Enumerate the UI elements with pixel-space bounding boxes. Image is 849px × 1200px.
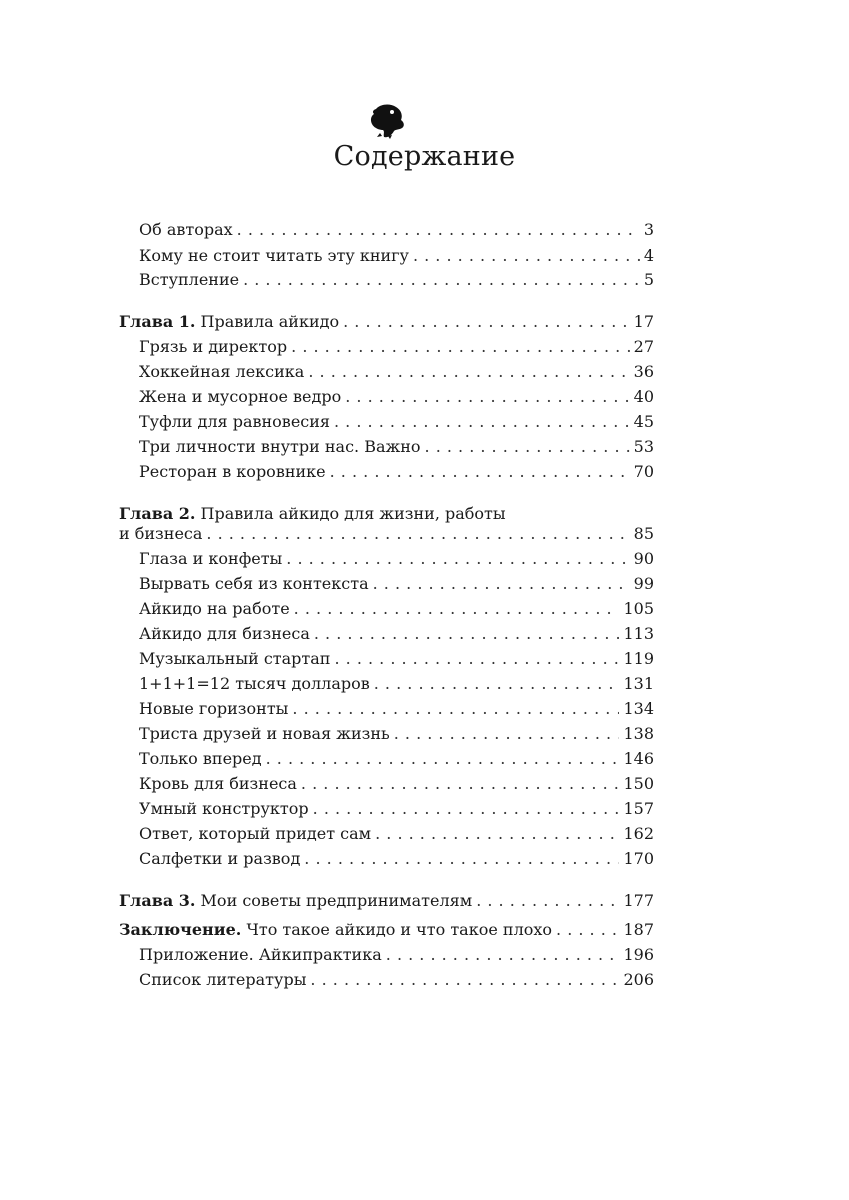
conclusion-title: Что такое айкидо и что такое плохо <box>246 920 553 939</box>
toc-entry-ch1-2[interactable] <box>139 386 654 408</box>
dot-leader <box>386 944 620 966</box>
dot-leader <box>308 361 629 383</box>
entry-title: Айкидо на работе <box>139 599 290 618</box>
toc-entry-ch1-3[interactable] <box>139 411 654 433</box>
entry-page: 206 <box>623 970 654 989</box>
toc-entry-ch1-4[interactable] <box>139 436 654 458</box>
entry-title: Айкидо для бизнеса <box>139 624 310 643</box>
toc-entry-ch2-4[interactable] <box>139 648 654 670</box>
entry-page: 170 <box>623 849 654 868</box>
dot-leader <box>206 523 629 545</box>
entry-page: 131 <box>623 674 654 693</box>
entry-title: Музыкальный стартап <box>139 649 331 668</box>
dot-leader <box>425 436 630 458</box>
entry-page: 90 <box>633 549 654 568</box>
toc-entry-front-2[interactable] <box>139 269 654 291</box>
entry-title: Список литературы <box>139 970 307 989</box>
dot-leader <box>556 919 619 941</box>
toc-entry-ch2-9[interactable] <box>139 773 654 795</box>
entry-page: 5 <box>643 270 654 289</box>
entry-page: 157 <box>623 799 654 818</box>
dot-leader <box>343 311 630 333</box>
toc-chapter-2[interactable] <box>119 523 654 545</box>
entry-title: Новые горизонты <box>139 699 289 718</box>
entry-title: Кровь для бизнеса <box>139 774 297 793</box>
entry-page: 134 <box>623 699 654 718</box>
entry-title: Кому не стоит читать эту книгу <box>139 246 409 265</box>
toc-entry-ch1-5[interactable] <box>139 461 654 483</box>
entry-title: Вырвать себя из контекста <box>139 574 369 593</box>
entry-title: Жена и мусорное ведро <box>139 387 342 406</box>
dot-leader <box>304 848 619 870</box>
dot-leader <box>394 723 620 745</box>
dot-leader <box>374 673 620 695</box>
toc-conclusion[interactable] <box>119 919 654 941</box>
dot-leader <box>286 548 629 570</box>
toc-chapter-1[interactable] <box>119 311 654 333</box>
entry-page: 17 <box>633 312 654 331</box>
entry-title: Приложение. Айкипрактика <box>139 945 382 964</box>
dot-leader <box>313 798 620 820</box>
dot-leader <box>413 245 640 267</box>
chapter-title-line-1: Правила айкидо для жизни, работы <box>200 504 506 523</box>
toc-entry-back-0[interactable] <box>139 944 654 966</box>
entry-page: 162 <box>623 824 654 843</box>
entry-page: 187 <box>623 920 654 939</box>
toc-entry-ch2-2[interactable] <box>139 598 654 620</box>
chapter-label: Глава 3. <box>119 891 196 910</box>
dot-leader <box>301 773 620 795</box>
dot-leader <box>243 269 640 291</box>
dot-leader <box>314 623 620 645</box>
toc-entry-ch2-10[interactable] <box>139 798 654 820</box>
entry-title: Триста друзей и новая жизнь <box>139 724 390 743</box>
entry-page: 27 <box>633 337 654 356</box>
toc-entry-ch2-6[interactable] <box>139 698 654 720</box>
chapter-title: Мои советы предпринимателям <box>200 891 473 910</box>
entry-page: 3 <box>643 220 654 239</box>
entry-page: 177 <box>623 891 654 910</box>
entry-page: 196 <box>623 945 654 964</box>
entry-page: 119 <box>623 649 654 668</box>
toc-entry-ch2-0[interactable] <box>139 548 654 570</box>
dot-leader <box>373 573 630 595</box>
dot-leader <box>334 648 619 670</box>
toc-entry-ch2-5[interactable] <box>139 673 654 695</box>
entry-page: 146 <box>623 749 654 768</box>
entry-title: Только вперед <box>139 749 262 768</box>
dot-leader <box>375 823 619 845</box>
entry-page: 4 <box>643 246 654 265</box>
entry-page: 36 <box>633 362 654 381</box>
entry-title: Вступление <box>139 270 240 289</box>
entry-title: Ресторан в коровнике <box>139 462 326 481</box>
entry-title: Об авторах <box>139 220 233 239</box>
entry-page: 85 <box>633 524 654 543</box>
toc-entry-ch1-1[interactable] <box>139 361 654 383</box>
dot-leader <box>330 461 630 483</box>
dot-leader <box>345 386 629 408</box>
entry-page: 99 <box>633 574 654 593</box>
entry-page: 138 <box>623 724 654 743</box>
entry-title: Грязь и директор <box>139 337 288 356</box>
dot-leader <box>266 748 620 770</box>
toc-entry-front-0[interactable] <box>139 219 654 241</box>
entry-title: Три личности внутри нас. Важно <box>139 437 421 456</box>
entry-title: Умный конструктор <box>139 799 309 818</box>
entry-title: Хоккейная лексика <box>139 362 305 381</box>
dot-leader <box>237 219 640 241</box>
dot-leader <box>334 411 630 433</box>
page-title: Содержание <box>333 141 516 172</box>
dot-leader <box>291 336 629 358</box>
dot-leader <box>294 598 620 620</box>
entry-page: 113 <box>623 624 654 643</box>
toc-chapter-3[interactable] <box>119 890 654 912</box>
toc-entry-ch2-3[interactable] <box>139 623 654 645</box>
toc-entry-front-1[interactable] <box>139 245 654 267</box>
dot-leader <box>292 698 619 720</box>
entry-title: Туфли для равновесия <box>139 412 330 431</box>
toc-entry-ch2-7[interactable] <box>139 723 654 745</box>
entry-title: Ответ, который придет сам <box>139 824 372 843</box>
entry-title: 1+1+1=12 тысяч долларов <box>139 674 370 693</box>
entry-page: 40 <box>633 387 654 406</box>
dot-leader <box>476 890 619 912</box>
toc-entry-ch2-12[interactable] <box>139 848 654 870</box>
toc-chapter-2-heading[interactable] <box>119 503 654 525</box>
entry-page: 150 <box>623 774 654 793</box>
entry-page: 70 <box>633 462 654 481</box>
toc-entry-ch2-8[interactable] <box>139 748 654 770</box>
toc-entry-ch2-11[interactable] <box>139 823 654 845</box>
entry-title: Глаза и конфеты <box>139 549 283 568</box>
entry-page: 105 <box>623 599 654 618</box>
chapter-label: Глава 2. <box>119 504 196 523</box>
conclusion-label: Заключение. <box>119 920 242 939</box>
toc-entry-ch1-0[interactable] <box>139 336 654 358</box>
entry-page: 53 <box>633 437 654 456</box>
toc-entry-back-1[interactable] <box>139 969 654 991</box>
entry-page: 45 <box>633 412 654 431</box>
toc-entry-ch2-1[interactable] <box>139 573 654 595</box>
entry-title: Салфетки и развод <box>139 849 301 868</box>
dot-leader <box>310 969 619 991</box>
chapter-label: Глава 1. <box>119 312 196 331</box>
chapter-title-line-2: и бизнеса <box>119 524 203 543</box>
chapter-title: Правила айкидо <box>200 312 340 331</box>
